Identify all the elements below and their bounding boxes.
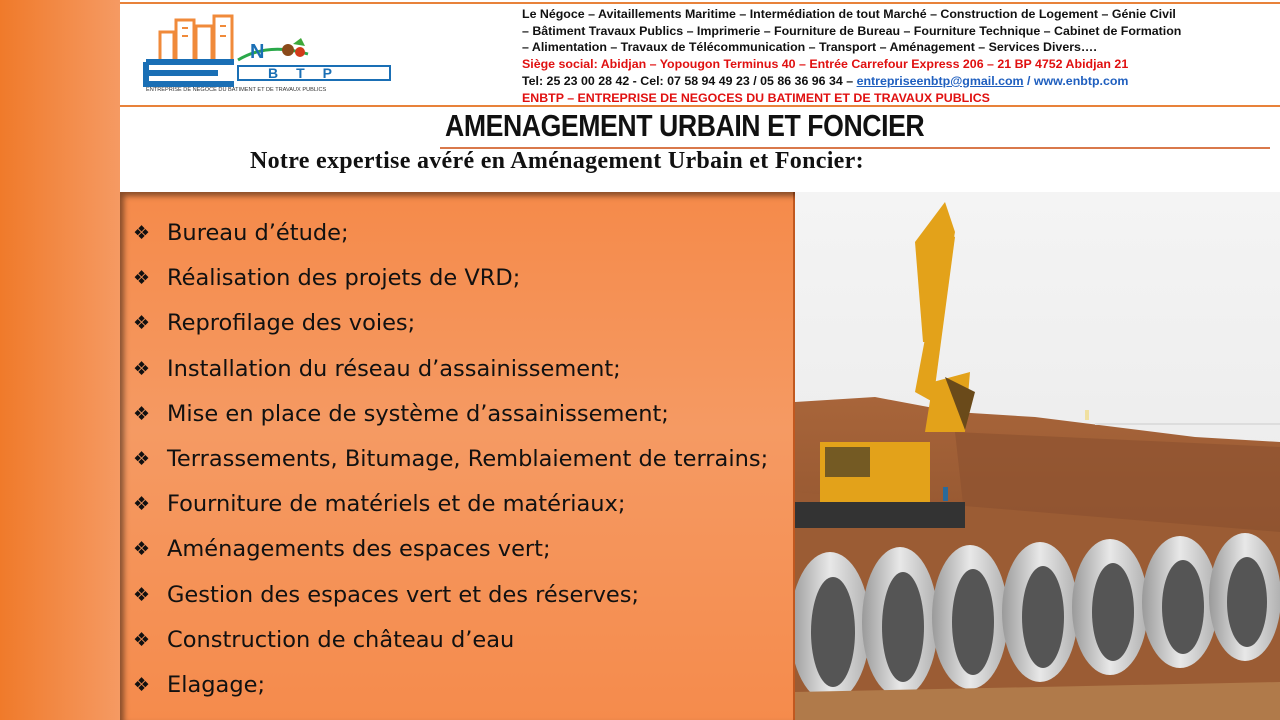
service-label: Construction de château d’eau bbox=[167, 626, 515, 653]
phone-numbers: Tel: 25 23 00 28 42 - Cel: 07 58 94 49 23 / 05 86 36 96 34 – bbox=[522, 73, 857, 88]
service-item bbox=[133, 627, 768, 672]
diamond-bullet-icon: ❖ bbox=[133, 312, 151, 335]
service-item bbox=[133, 220, 768, 265]
service-item bbox=[133, 672, 768, 717]
service-item bbox=[133, 446, 768, 491]
diamond-bullet-icon: ❖ bbox=[133, 673, 151, 696]
service-label: Fourniture de matériels et de matériaux; bbox=[167, 491, 626, 518]
diamond-bullet-icon: ❖ bbox=[133, 402, 151, 425]
service-item bbox=[133, 265, 768, 310]
service-label: Aménagements des espaces vert; bbox=[167, 536, 551, 563]
logo-letter-n: N bbox=[250, 41, 265, 63]
activities-line-3: – Alimentation – Travaux de Télécommunication – Transport – Aménagement – Services Divers…. bbox=[522, 40, 1097, 55]
service-label: Reprofilage des voies; bbox=[167, 310, 416, 337]
header-divider bbox=[120, 105, 1280, 107]
logo-letters-btp: BTP bbox=[268, 65, 350, 81]
activities-line-2: – Bâtiment Travaux Publics – Imprimerie – Fourniture de Bureau – Fourniture Technique – Cabinet de Formation bbox=[522, 23, 1182, 38]
logo-tagline: ENTREPRISE DE NEGOCE DU BATIMENT ET DE TRAVAUX PUBLICS bbox=[146, 87, 327, 92]
service-label: Elagage; bbox=[167, 671, 266, 698]
header-top-line bbox=[120, 2, 1280, 4]
service-item bbox=[133, 582, 768, 627]
company-logo bbox=[138, 12, 398, 92]
service-item bbox=[133, 310, 768, 355]
construction-site-photo bbox=[795, 192, 1280, 720]
service-label: Mise en place de système d’assainissement; bbox=[167, 400, 669, 427]
service-item bbox=[133, 401, 768, 446]
services-list bbox=[133, 220, 768, 717]
activities-line-1: Le Négoce – Avitaillements Maritime – Intermédiation de tout Marché – Construction de Logement – Génie Civil bbox=[522, 7, 1176, 21]
service-item bbox=[133, 491, 768, 536]
contact-block bbox=[522, 6, 1272, 106]
email-link[interactable]: entrepriseenbtp@gmail.com bbox=[856, 73, 1024, 88]
diamond-bullet-icon: ❖ bbox=[133, 447, 151, 470]
website-link[interactable]: / www.enbtp.com bbox=[1023, 73, 1129, 88]
service-label: Réalisation des projets de VRD; bbox=[167, 265, 521, 292]
service-label: Installation du réseau d’assainissement; bbox=[167, 355, 621, 382]
diamond-bullet-icon: ❖ bbox=[133, 267, 151, 290]
service-label: Bureau d’étude; bbox=[167, 220, 349, 246]
diamond-bullet-icon: ❖ bbox=[133, 628, 151, 651]
page-title: AMENAGEMENT URBAIN ET FONCIER bbox=[445, 108, 925, 143]
diamond-bullet-icon: ❖ bbox=[133, 357, 151, 380]
service-label: Terrassements, Bitumage, Remblaiement de terrains; bbox=[167, 445, 769, 472]
phone-line bbox=[522, 73, 1272, 90]
diamond-bullet-icon: ❖ bbox=[133, 493, 151, 516]
company-full-name: ENBTP – ENTREPRISE DE NEGOCES DU BATIMENT ET DE TRAVAUX PUBLICS bbox=[522, 90, 990, 105]
service-item bbox=[133, 356, 768, 401]
headquarters-address: Siège social: Abidjan – Yopougon Terminus 40 – Entrée Carrefour Express 206 – 21 BP 4752 Abidjan 21 bbox=[522, 57, 1129, 72]
diamond-bullet-icon: ❖ bbox=[133, 583, 151, 606]
service-item bbox=[133, 536, 768, 581]
diamond-bullet-icon: ❖ bbox=[133, 222, 151, 244]
diamond-bullet-icon: ❖ bbox=[133, 538, 151, 561]
left-decorative-band bbox=[0, 0, 120, 720]
service-label: Gestion des espaces vert et des réserves; bbox=[167, 581, 640, 608]
page-subtitle: Notre expertise avéré en Aménagement Urbain et Foncier: bbox=[250, 148, 864, 174]
